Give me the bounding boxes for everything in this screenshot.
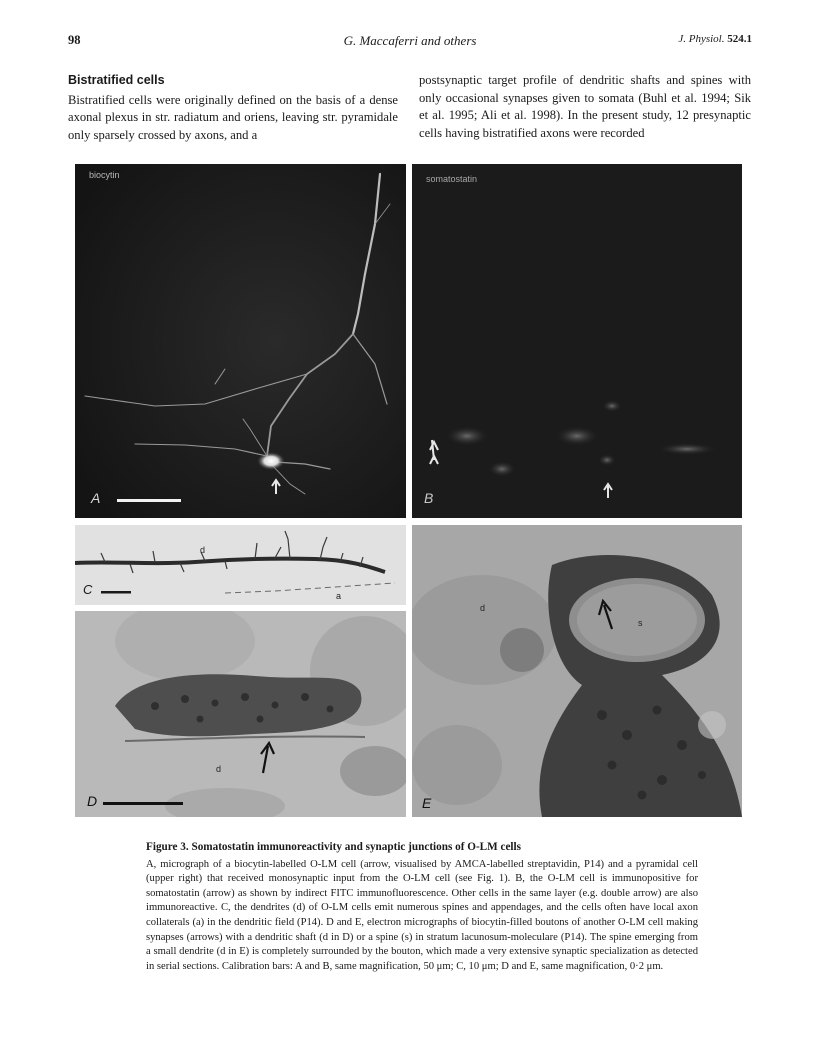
scale-bar-d: [103, 802, 183, 805]
panel-a-micrograph: [75, 164, 406, 518]
panel-e-micrograph: [412, 525, 742, 817]
panel-a-image: [75, 164, 406, 518]
journal-name: J. Physiol.: [678, 33, 725, 45]
panel-c-image: [75, 525, 406, 605]
left-paragraph: Bistratified cells were originally defined on the basis of a dense axonal plexus in str. radiatum and oriens, leaving str. pyramidale only sparsely crossed by axons, and a: [68, 92, 398, 142]
panel-d-micrograph: [75, 611, 406, 817]
scale-bar-a: [117, 499, 181, 502]
panel-c-micrograph: [75, 525, 406, 605]
panel-d-image: [75, 611, 406, 817]
figure-caption: [146, 840, 698, 974]
panel-e-image: [412, 525, 742, 817]
panel-b-image: [412, 164, 742, 518]
journal-reference: [678, 33, 752, 45]
journal-volume: 524.1: [727, 33, 752, 45]
panel-e-letter: E: [422, 795, 432, 811]
right-column: [419, 72, 751, 142]
running-authors: G. Maccaferri and others: [343, 33, 477, 48]
left-column: [68, 72, 398, 144]
panel-e-label-s: s: [638, 618, 643, 628]
right-paragraph: postsynaptic target profile of dendritic shafts and spines with only occasional synapses given to somata (Buhl et al. 1994; Sik et al. 1995; Ali et al. 1998). In the present study, 12 presynaptic cells having bistratified axons were recorded: [419, 73, 751, 140]
caption-title: Figure 3. Somatostatin immunoreactivity and synaptic junctions of O-LM cells: [146, 841, 521, 853]
panel-b-letter: B: [424, 490, 434, 506]
section-heading: Bistratified cells: [68, 73, 165, 87]
panel-c-label-d: d: [200, 545, 206, 555]
panel-b-micrograph: [412, 164, 742, 518]
panel-c-letter: C: [83, 582, 93, 597]
caption-body: A, micrograph of a biocytin-labelled O-LM cell (arrow, visualised by AMCA-labelled streptavidin, P14) and a pyramidal cell (upper right) that received monosynaptic input from the O-LM cell (see Fig. 1). B, the O-LM cell is immunopositive for somatostatin (arrow) as shown by indirect FITC immunofluorescence. Other cells in the same layer (e.g. double arrow) are also immunoreactive. C, the dendrites (d) of O-LM cells emit numerous spines and appendages, and the cells often have local axon collaterals (a) in the dendritic field (P14). D and E, electron micrographs of biocytin-filled boutons of another O-LM cell making synapses (arrows) with a dendritic shaft (d in D) or a spine (s) in stratum lacunosum-moleculare (P14). The spine emerging from a small dendrite (d in E) is completely surrounded by the bouton, which made a very extensive synaptic specialization as detected in serial sections. Calibration bars: A and B, same magnification, 50 μm; C, 10 μm; D and E, same magnification, 0·2 μm.: [146, 858, 698, 972]
panel-e-label-d: d: [480, 603, 486, 613]
panel-b-stain-label: somatostatin: [426, 174, 478, 184]
panel-c-label-a: a: [336, 591, 342, 601]
panel-a-stain-label: biocytin: [89, 170, 120, 180]
panel-d-label-d: d: [216, 764, 222, 774]
panel-a-letter: A: [91, 490, 101, 506]
running-header: [68, 33, 752, 51]
panel-d-letter: D: [87, 793, 98, 809]
scale-bar-c: [101, 591, 131, 594]
page-number: 98: [68, 33, 81, 47]
